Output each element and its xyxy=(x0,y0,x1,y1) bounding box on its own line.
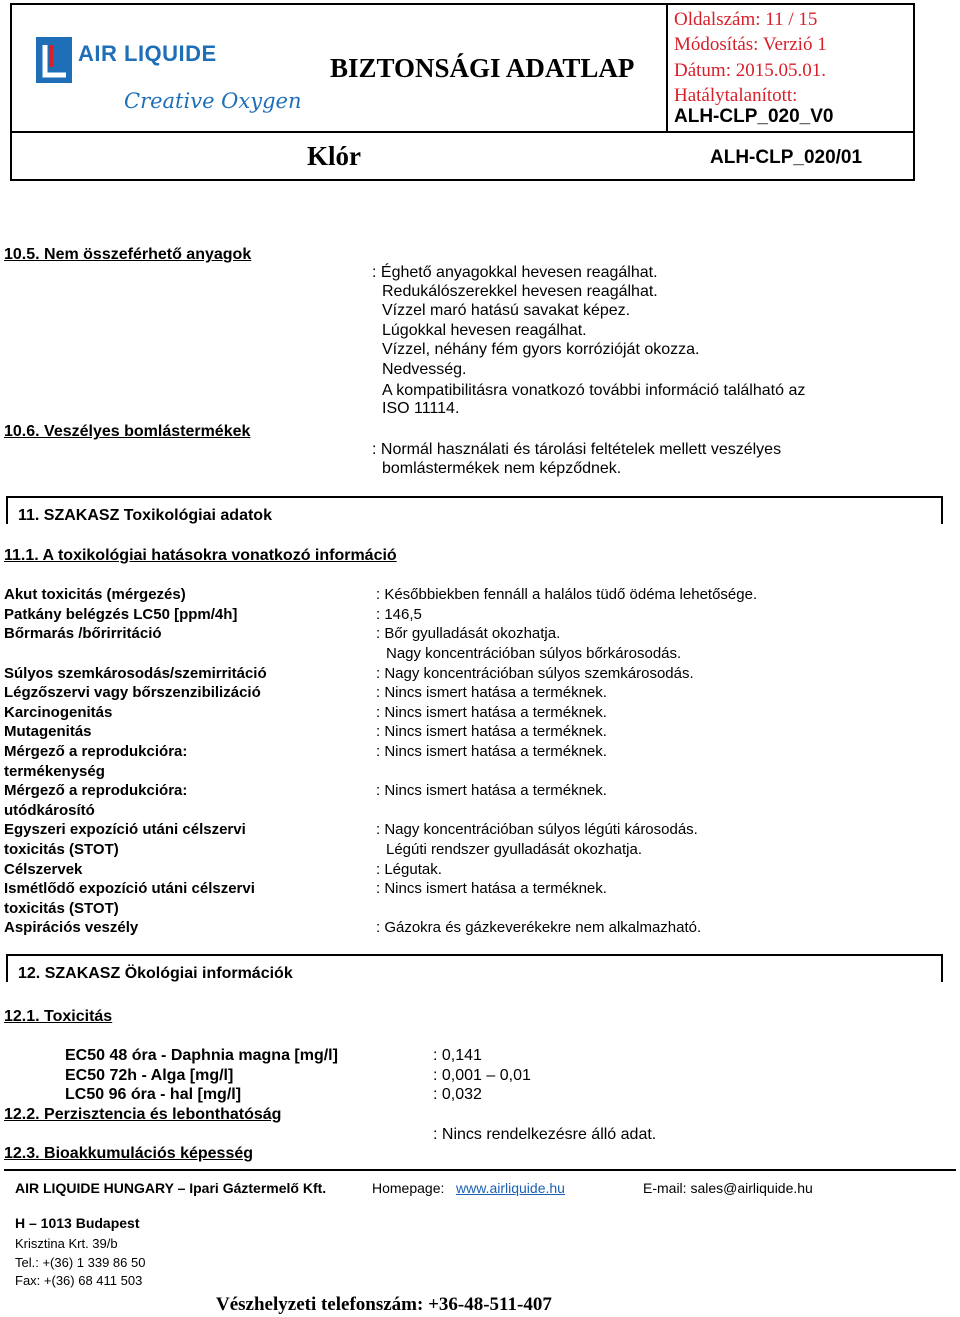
tox-label: Súlyos szemkárosodás/szemirritáció xyxy=(4,665,267,682)
tox-label: Bőrmarás /bőrirritáció xyxy=(4,625,162,642)
tox-value: : Nincs ismert hatása a terméknek. xyxy=(376,723,607,740)
s10-5-line: Vízzel maró hatású savakat képez. xyxy=(382,302,631,319)
tox-label: Akut toxicitás (mérgezés) xyxy=(4,586,186,603)
footer-fax: Fax: +(36) 68 411 503 xyxy=(15,1273,143,1288)
s10-5-line: Vízzel, néhány fém gyors korrózióját okozza. xyxy=(382,341,700,358)
tox-value: : Nagy koncentrációban súlyos szemkárosodás. xyxy=(376,665,694,682)
tox-value: : Későbbiekben fennáll a halálos tüdő ödéma lehetősége. xyxy=(376,586,758,603)
tox-value: : Nincs ismert hatása a terméknek. xyxy=(376,704,607,721)
tox-label: Mutagenitás xyxy=(4,723,92,740)
s12-1-title: 12.1. Toxicitás xyxy=(4,1008,113,1025)
tox-label: utódkárosító xyxy=(4,802,95,819)
tox-value: : Nincs ismert hatása a terméknek. xyxy=(376,684,607,701)
ecotox-value: : 0,141 xyxy=(433,1047,482,1064)
logo-tagline: Creative Oxygen xyxy=(124,89,302,113)
tox-label: Ismétlődő expozíció utáni célszervi xyxy=(4,880,255,897)
footer-email: E-mail: sales@airliquide.hu xyxy=(643,1180,813,1196)
header-divider-vertical xyxy=(666,5,668,131)
air-liquide-logo-icon xyxy=(36,37,72,83)
revision-date: Dátum: 2015.05.01. xyxy=(674,60,826,81)
tox-label: Légzőszervi vagy bőrszenzibilizáció xyxy=(4,684,261,701)
product-code: ALH-CLP_020/01 xyxy=(710,147,863,168)
ecotox-value: : 0,001 – 0,01 xyxy=(433,1067,531,1084)
footer-homepage-link[interactable]: www.airliquide.hu xyxy=(456,1180,565,1196)
footer-city: H – 1013 Budapest xyxy=(15,1215,140,1231)
supersedes-label: Hatálytalanított: xyxy=(674,85,798,106)
tox-value: : Nincs ismert hatása a terméknek. xyxy=(376,743,607,760)
s11-1-title: 11.1. A toxikológiai hatásokra vonatkozó információ xyxy=(4,547,397,564)
tox-label: Célszervek xyxy=(4,861,83,878)
ecotox-label: LC50 96 óra - hal [mg/l] xyxy=(65,1086,242,1103)
footer-emergency-phone: Vészhelyzeti telefonszám: +36-48-511-407 xyxy=(216,1294,552,1315)
footer-homepage-label: Homepage: xyxy=(372,1180,445,1196)
footer-rule xyxy=(4,1169,956,1171)
s10-5-line: Lúgokkal hevesen reagálhat. xyxy=(382,322,587,339)
document-header xyxy=(10,3,915,181)
s12-2-title: 12.2. Perzisztencia és lebonthatóság xyxy=(4,1106,282,1123)
air-liquide-logo xyxy=(36,33,302,123)
document-title: BIZTONSÁGI ADATLAP xyxy=(330,53,635,83)
tox-label: toxicitás (STOT) xyxy=(4,841,119,858)
page-number: Oldalszám: 11 / 15 xyxy=(674,9,818,30)
s10-5-title: 10.5. Nem összeférhető anyagok xyxy=(4,246,252,263)
product-name: Klór xyxy=(307,141,361,171)
tox-label: Karcinogenitás xyxy=(4,704,113,721)
footer-tel: Tel.: +(36) 1 339 86 50 xyxy=(15,1255,146,1270)
s10-6-title: 10.6. Veszélyes bomlástermékek xyxy=(4,423,251,440)
s10-5-line: : Éghető anyagokkal hevesen reagálhat. xyxy=(372,264,658,281)
ecotox-label: EC50 48 óra - Daphnia magna [mg/l] xyxy=(65,1047,338,1064)
tox-value: : 146,5 xyxy=(376,606,422,623)
tox-label: Aspirációs veszély xyxy=(4,919,139,936)
tox-value: : Nagy koncentrációban súlyos légúti károsodás. xyxy=(376,821,698,838)
s12-3-title: 12.3. Bioakkumulációs képesség xyxy=(4,1145,254,1162)
tox-label: Mérgező a reprodukcióra: xyxy=(4,782,188,799)
tox-value: : Gázokra és gázkeverékekre nem alkalmazható. xyxy=(376,919,702,936)
tox-value: Légúti rendszer gyulladását okozhatja. xyxy=(386,841,642,858)
s10-6-line: bomlástermékek nem képződnek. xyxy=(382,460,622,477)
s12-2-value: : Nincs rendelkezésre álló adat. xyxy=(433,1126,657,1143)
tox-value: : Bőr gyulladását okozhatja. xyxy=(376,625,561,642)
section-11-title: 11. SZAKASZ Toxikológiai adatok xyxy=(18,507,272,524)
logo-wordmark: AIR LIQUIDE xyxy=(78,41,217,66)
ecotox-value: : 0,032 xyxy=(433,1086,482,1103)
tox-label: Egyszeri expozíció utáni célszervi xyxy=(4,821,246,838)
tox-label: termékenység xyxy=(4,763,105,780)
section-12-title: 12. SZAKASZ Ökológiai információk xyxy=(18,965,293,982)
tox-value: : Légutak. xyxy=(376,861,442,878)
supersedes-code: ALH-CLP_020_V0 xyxy=(674,106,834,127)
tox-value: : Nincs ismert hatása a terméknek. xyxy=(376,782,607,799)
s10-6-line: : Normál használati és tárolási feltételek mellett veszélyes xyxy=(372,441,782,458)
tox-value: Nagy koncentrációban súlyos bőrkárosodás. xyxy=(386,645,682,662)
footer-street: Krisztina Krt. 39/b xyxy=(15,1236,118,1251)
ecotox-label: EC50 72h - Alga [mg/l] xyxy=(65,1067,234,1084)
s10-5-line: ISO 11114. xyxy=(382,400,460,417)
tox-value: : Nincs ismert hatása a terméknek. xyxy=(376,880,607,897)
header-divider-horizontal xyxy=(12,131,913,133)
tox-label: Patkány belégzés LC50 [ppm/4h] xyxy=(4,606,238,623)
tox-label: Mérgező a reprodukcióra: xyxy=(4,743,188,760)
s10-5-line: A kompatibilitásra vonatkozó további információ található az xyxy=(382,382,806,399)
footer-company: AIR LIQUIDE HUNGARY – Ipari Gáztermelő Kft. xyxy=(15,1180,327,1196)
tox-label: toxicitás (STOT) xyxy=(4,900,119,917)
s10-5-line: Redukálószerekkel hevesen reagálhat. xyxy=(382,283,658,300)
s10-5-line: Nedvesség. xyxy=(382,361,467,378)
revision: Módosítás: Verzió 1 xyxy=(674,34,827,55)
